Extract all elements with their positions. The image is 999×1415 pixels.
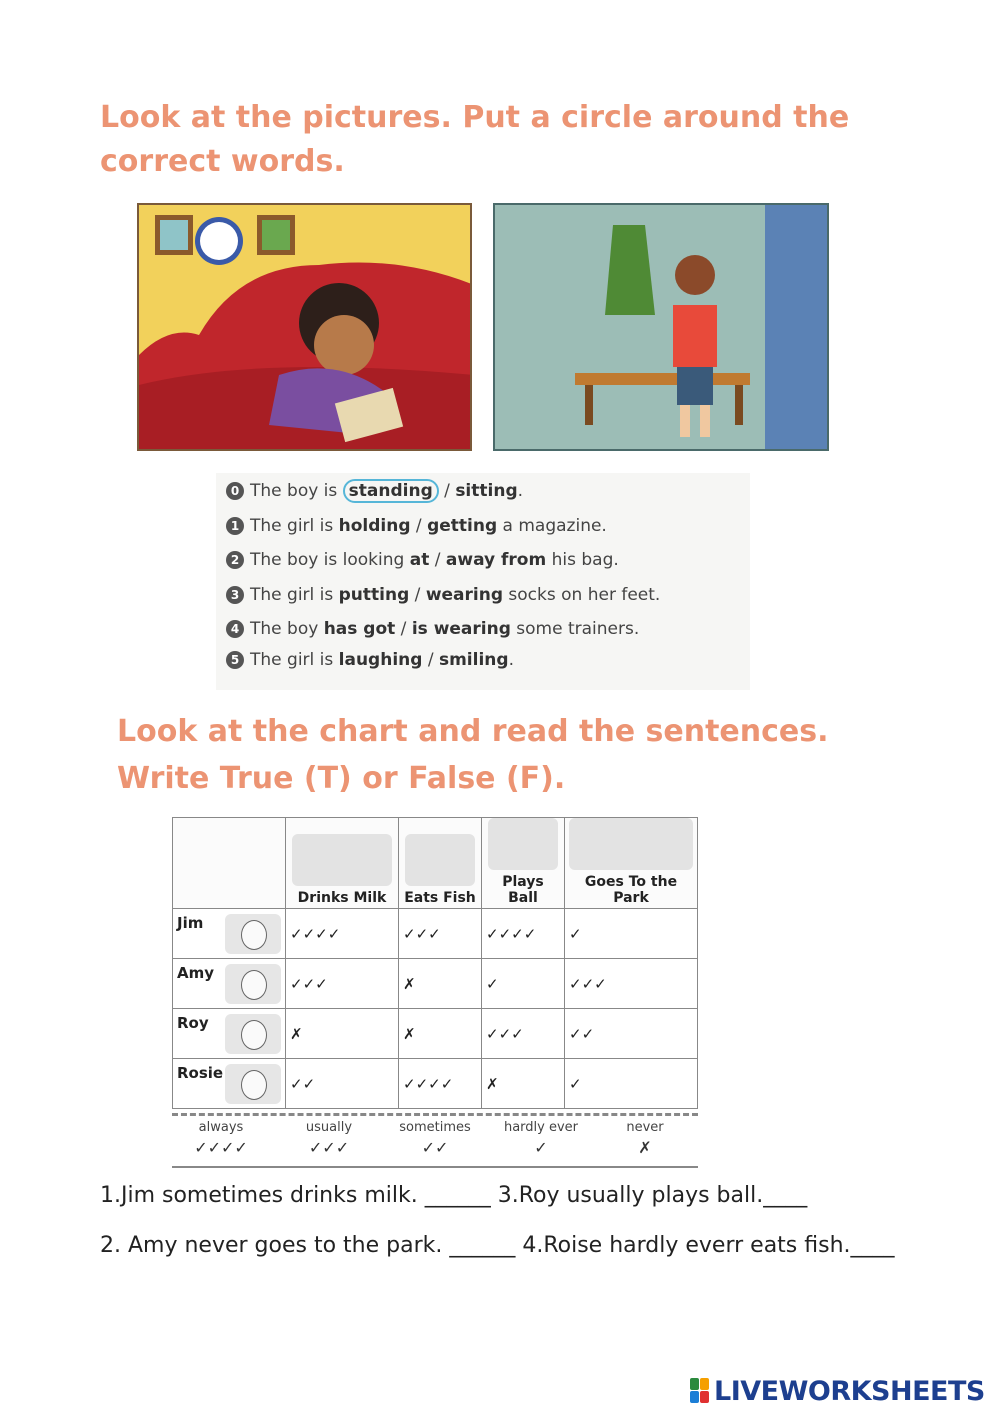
sentence-list [216, 473, 750, 690]
frequency-legend [172, 1113, 698, 1168]
sentence-text: The boy [250, 619, 319, 639]
column-header [399, 818, 482, 909]
legend-mark: ✗ [638, 1138, 652, 1157]
table-row [173, 959, 698, 1009]
sentence-end: his bag. [546, 550, 619, 570]
option-1[interactable]: laughing [338, 650, 423, 670]
park-icon [569, 818, 693, 870]
number-badge: 4 [226, 620, 244, 638]
questions-row-2[interactable]: 2. Amy never goes to the park. ______ 4.Roise hardly everr eats fish.____ [100, 1233, 895, 1258]
legend-mark: ✓✓ [421, 1138, 449, 1157]
table-cell: ✓ [565, 1059, 698, 1109]
sentence-text: The boy is [250, 481, 338, 501]
table-cell: ✓✓✓ [565, 959, 698, 1009]
row-name: Rosie [177, 1063, 224, 1082]
legend-label: never [626, 1120, 664, 1135]
frequency-table [172, 817, 698, 1109]
boy-face-icon [225, 914, 281, 954]
option-2[interactable]: is wearing [411, 619, 511, 639]
table-cell: ✓✓✓ [286, 959, 399, 1009]
milk-carton-icon [292, 834, 392, 886]
row-name: Amy [177, 963, 215, 982]
row-name: Jim [177, 913, 204, 932]
table-cell: ✓✓✓✓ [286, 909, 399, 959]
legend-item [496, 1120, 586, 1157]
legend-item [176, 1120, 266, 1157]
column-label: Goes To the Park [584, 874, 678, 906]
option-2[interactable]: smiling [438, 650, 509, 670]
table-row [173, 1009, 698, 1059]
option-2[interactable]: wearing [425, 585, 504, 605]
sentence-text: The girl is [250, 650, 334, 670]
option-1[interactable]: holding [338, 516, 411, 536]
number-badge: 3 [226, 586, 244, 604]
legend-label: usually [305, 1120, 353, 1135]
separator: / [429, 550, 446, 570]
table-cell: ✗ [399, 959, 482, 1009]
option-2[interactable]: getting [427, 516, 498, 536]
sentence-end: a magazine. [497, 516, 607, 536]
section1-heading: Look at the pictures. Put a circle around the correct words. [100, 100, 850, 179]
liveworksheets-logo[interactable] [690, 1374, 985, 1408]
separator: / [438, 481, 456, 501]
sentence-5 [226, 650, 514, 670]
table-cell: ✓✓✓✓ [482, 909, 565, 959]
separator: / [410, 516, 428, 536]
row-name-cell [173, 1059, 286, 1109]
sentence-text: The boy is looking [250, 550, 405, 570]
beach-ball-icon [488, 818, 558, 870]
option-1[interactable]: standing [343, 479, 439, 503]
table-cell: ✓✓✓✓ [399, 1059, 482, 1109]
table-cell: ✓✓✓ [482, 1009, 565, 1059]
logo-text: LIVEWORKSHEETS [714, 1375, 985, 1407]
table-cell: ✗ [286, 1009, 399, 1059]
number-badge: 5 [226, 651, 244, 669]
legend-mark: ✓✓✓✓ [194, 1138, 248, 1157]
table-cell: ✓✓✓ [399, 909, 482, 959]
table-cell: ✓✓ [286, 1059, 399, 1109]
option-2[interactable]: away from [445, 550, 547, 570]
separator: / [395, 619, 412, 639]
frequency-chart [172, 817, 698, 1163]
legend-label: always [198, 1120, 244, 1135]
legend-item [390, 1120, 480, 1157]
row-name-cell [173, 959, 286, 1009]
legend-item [600, 1120, 690, 1157]
sentence-end: . [508, 650, 514, 670]
fish-plate-icon [405, 834, 475, 886]
column-header [482, 818, 565, 909]
table-cell: ✗ [482, 1059, 565, 1109]
table-cell: ✓ [482, 959, 565, 1009]
sentence-text: The girl is [250, 516, 334, 536]
sentence-text: The girl is [250, 585, 334, 605]
column-header [286, 818, 399, 909]
sentence-2 [226, 550, 619, 570]
questions-row-1[interactable]: 1.Jim sometimes drinks milk. ______ 3.Roy usually plays ball.____ [100, 1183, 808, 1208]
corner-cell [173, 818, 286, 909]
separator: / [409, 585, 426, 605]
column-label: Plays Ball [502, 874, 544, 906]
table-row [173, 909, 698, 959]
girl-reading-picture [137, 203, 472, 451]
row-name-cell [173, 909, 286, 959]
table-cell: ✓✓ [565, 1009, 698, 1059]
legend-label: sometimes [399, 1120, 471, 1135]
legend-mark: ✓ [534, 1138, 548, 1157]
column-header [565, 818, 698, 909]
separator: / [422, 650, 439, 670]
option-1[interactable]: at [409, 550, 430, 570]
section2-heading: Look at the chart and read the sentences. Write True (T) or False (F). [117, 714, 829, 796]
option-1[interactable]: has got [323, 619, 396, 639]
girl-curly-face-icon [225, 1064, 281, 1104]
table-cell: ✓ [565, 909, 698, 959]
row-name-cell [173, 1009, 286, 1059]
legend-label: hardly ever [503, 1120, 579, 1135]
sentence-end: some trainers. [510, 619, 640, 639]
table-header-row [173, 818, 698, 909]
girl-face-icon [225, 964, 281, 1004]
legend-item [284, 1120, 374, 1157]
boy-glasses-face-icon [225, 1014, 281, 1054]
sentence-3 [226, 585, 660, 605]
boy-standing-picture [493, 203, 829, 451]
sentence-end: socks on her feet. [503, 585, 661, 605]
column-label: Drinks Milk [297, 890, 387, 906]
number-badge: 0 [226, 482, 244, 500]
number-badge: 1 [226, 517, 244, 535]
sentence-4 [226, 619, 639, 639]
sentence-0 [226, 481, 523, 501]
sentence-1 [226, 516, 607, 536]
row-name: Roy [177, 1013, 209, 1032]
table-row [173, 1059, 698, 1109]
logo-icon [690, 1378, 710, 1404]
option-2[interactable]: sitting [455, 481, 518, 501]
sentence-end: . [517, 481, 524, 501]
column-label: Eats Fish [404, 890, 476, 906]
legend-mark: ✓✓✓ [308, 1138, 350, 1157]
number-badge: 2 [226, 551, 244, 569]
table-cell: ✗ [399, 1009, 482, 1059]
option-1[interactable]: putting [338, 585, 410, 605]
